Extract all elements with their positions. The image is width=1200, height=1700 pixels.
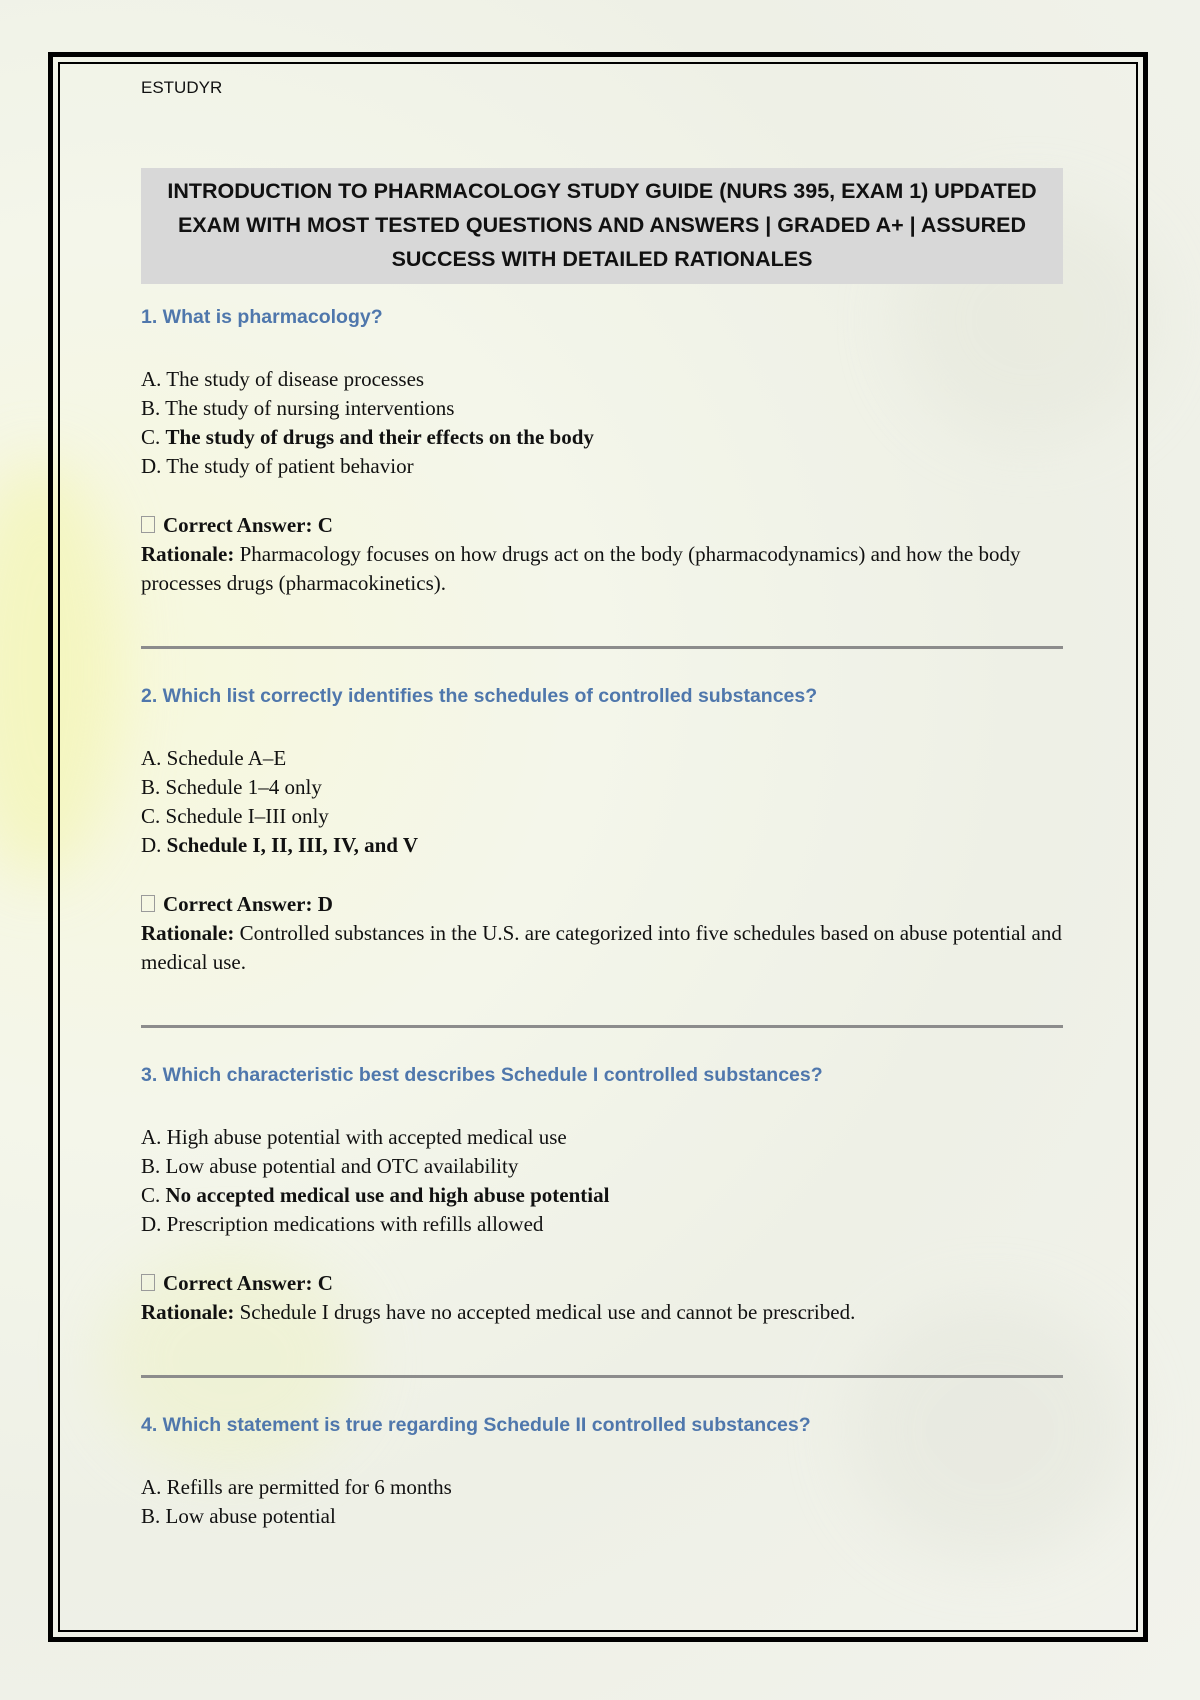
option-item: D. Prescription medications with refills allowed [141,1212,544,1236]
option-item-correct: D. Schedule I, II, III, IV, and V [141,833,418,857]
option-item: D. The study of patient behavior [141,454,414,478]
question-text: 3. Which characteristic best describes Schedule I controlled substances? [141,1064,823,1086]
option-item: A. High abuse potential with accepted medical use [141,1125,567,1149]
header-label: ESTUDYR [141,78,223,97]
checkbox-icon [141,1274,155,1291]
question-block [141,306,1063,598]
question-text: 2. Which list correctly identifies the schedules of controlled substances? [141,685,818,707]
correct-answer: Correct Answer: C [141,1269,1063,1298]
option-item: B. Low abuse potential [141,1504,336,1528]
question-text: 4. Which statement is true regarding Schedule II controlled substances? [141,1414,811,1436]
section-divider [141,646,1063,649]
answer-block [141,890,1063,977]
answer-block [141,511,1063,598]
option-item: A. Schedule A–E [141,746,287,770]
options-list [141,1473,1063,1531]
checkbox-icon [141,895,155,912]
option-item: B. Schedule 1–4 only [141,775,322,799]
answer-block [141,1269,1063,1327]
options-list [141,365,1063,481]
question-block [141,1064,1063,1327]
option-item: C. Schedule I–III only [141,804,329,828]
question-text: 1. What is pharmacology? [141,306,383,328]
option-item: B. Low abuse potential and OTC availability [141,1154,519,1178]
rationale: Rationale: Schedule I drugs have no accepted medical use and cannot be prescribed. [141,1300,856,1324]
document-content [141,78,1063,1531]
option-item: A. Refills are permitted for 6 months [141,1475,452,1499]
correct-answer: Correct Answer: D [141,890,1063,919]
question-block [141,1414,1063,1531]
option-item-correct: C. No accepted medical use and high abuse potential [141,1183,610,1207]
option-item-correct: C. The study of drugs and their effects on the body [141,425,594,449]
section-divider [141,1375,1063,1378]
rationale: Rationale: Pharmacology focuses on how drugs act on the body (pharmacodynamics) and how the body processes drugs (pharmacokinetics). [141,542,1021,595]
question-block [141,685,1063,977]
correct-answer: Correct Answer: C [141,511,1063,540]
section-divider [141,1025,1063,1028]
option-item: A. The study of disease processes [141,367,425,391]
rationale: Rationale: Controlled substances in the U.S. are categorized into five schedules based on abuse potential and medical use. [141,921,1062,974]
options-list [141,744,1063,860]
option-item: B. The study of nursing interventions [141,396,455,420]
options-list [141,1123,1063,1239]
checkbox-icon [141,516,155,533]
document-title: INTRODUCTION TO PHARMACOLOGY STUDY GUIDE (NURS 395, EXAM 1) UPDATED EXAM WITH MOST TESTED QUESTIONS AND ANSWERS | GRADED A+ | ASSURED SUCCESS WITH DETAILED RATIONALES [141,168,1063,284]
